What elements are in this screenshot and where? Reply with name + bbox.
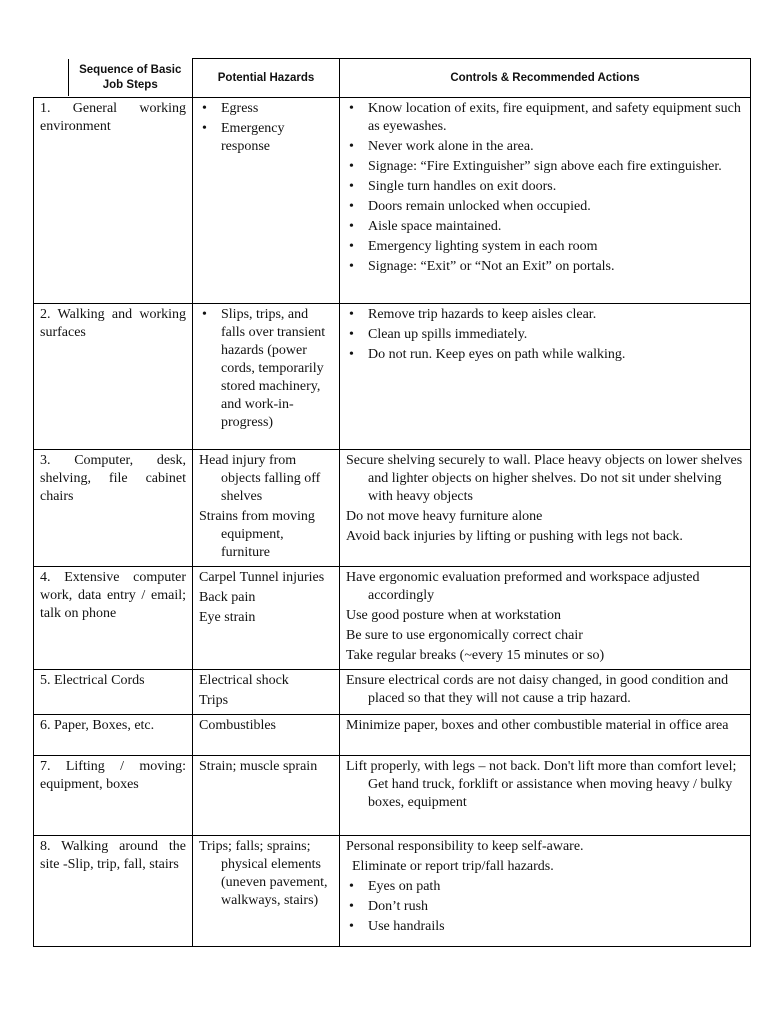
table-row <box>34 756 751 836</box>
control-item: • Emergency lighting system in each room <box>346 238 744 256</box>
control-item: • Clean up spills immediately. <box>346 326 744 344</box>
step-cell: 7. Lifting / moving: equipment, boxes <box>34 756 193 836</box>
table-row <box>34 567 751 670</box>
header-step: Sequence of Basic Job Steps <box>79 63 182 91</box>
control-item: • Use handrails <box>346 918 744 936</box>
hazard-item: Strain; muscle sprain <box>199 759 318 774</box>
control-item: • Remove trip hazards to keep aisles clear. <box>346 306 744 324</box>
control-item: Secure shelving securely to wall. Place heavy objects on lower shelves and lighter objects on higher shelves. Do not sit under shelving with heavy objects <box>346 453 743 504</box>
hazard-item: Electrical shock <box>199 673 289 688</box>
control-item: Lift properly, with legs – not back. Don't lift more than comfort level; Get hand truck, forklift or assistance when moving heavy / bulky boxes, equipment <box>346 759 737 810</box>
control-item: Eliminate or report trip/fall hazards. <box>352 859 554 874</box>
hazard-item: Eye strain <box>199 610 256 625</box>
control-cell <box>340 756 751 836</box>
control-item: • Don’t rush <box>346 898 744 916</box>
control-item: • Never work alone in the area. <box>346 138 744 156</box>
hazard-item: • Emergency response <box>199 120 333 156</box>
step-cell: 8. Walking around the site -Slip, trip, fall, stairs <box>34 836 193 947</box>
hazard-item: Carpel Tunnel injuries <box>199 570 325 585</box>
control-item: Do not move heavy furniture alone <box>346 509 543 524</box>
control-item: Ensure electrical cords are not daisy changed, in good condition and placed so that they will not cause a trip hazard. <box>346 673 729 706</box>
step-cell: 3. Computer, desk, shelving, file cabinet chairs <box>34 450 193 567</box>
control-item: • Signage: “Fire Extinguisher” sign above each fire extinguisher. <box>346 158 744 176</box>
hazard-cell <box>193 450 340 567</box>
control-item: • Doors remain unlocked when occupied. <box>346 198 744 216</box>
hazard-cell <box>193 756 340 836</box>
table-row <box>34 304 751 450</box>
step-cell: 5. Electrical Cords <box>34 670 193 715</box>
control-item: Avoid back injuries by lifting or pushing with legs not back. <box>346 529 683 544</box>
control-cell <box>340 450 751 567</box>
control-item: • Do not run. Keep eyes on path while walking. <box>346 346 744 364</box>
header-controls: Controls & Recommended Actions <box>340 59 751 98</box>
step-cell: 4. Extensive computer work, data entry / email; talk on phone <box>34 567 193 670</box>
control-item: • Signage: “Exit” or “Not an Exit” on portals. <box>346 258 744 276</box>
control-item: Use good posture when at workstation <box>346 608 562 623</box>
control-cell <box>340 670 751 715</box>
control-cell <box>340 715 751 756</box>
control-item: • Aisle space maintained. <box>346 218 744 236</box>
step-cell: 6. Paper, Boxes, etc. <box>34 715 193 756</box>
table-row <box>34 715 751 756</box>
hazard-cell <box>193 567 340 670</box>
job-hazard-table <box>33 58 751 947</box>
hazard-item: Strains from moving equipment, furniture <box>199 509 315 560</box>
table-row <box>34 670 751 715</box>
control-cell <box>340 304 751 450</box>
table-row <box>34 98 751 304</box>
step-cell: 2. Walking and working surfaces <box>34 304 193 450</box>
hazard-cell <box>193 670 340 715</box>
hazard-item: Trips; falls; sprains; physical elements (uneven pavement, walkways, stairs) <box>199 839 328 908</box>
control-item: • Eyes on path <box>346 878 744 896</box>
table-row <box>34 836 751 947</box>
hazard-cell <box>193 98 340 304</box>
control-cell <box>340 567 751 670</box>
step-cell: 1. General working environment <box>34 98 193 304</box>
control-item: Minimize paper, boxes and other combustible material in office area <box>346 718 729 733</box>
control-item: Have ergonomic evaluation preformed and workspace adjusted accordingly <box>346 570 700 603</box>
hazard-item: • Slips, trips, and falls over transient hazards (power cords, temporarily stored machinery, and work-in-progress) <box>199 306 333 432</box>
control-item: Take regular breaks (~every 15 minutes or so) <box>346 648 605 663</box>
control-cell <box>340 836 751 947</box>
control-cell <box>340 98 751 304</box>
hazard-item: • Egress <box>199 100 333 118</box>
hazard-item: Trips <box>199 693 229 708</box>
hazard-item: Combustibles <box>199 718 277 733</box>
header-row <box>34 59 751 98</box>
hazard-cell <box>193 836 340 947</box>
control-item: Personal responsibility to keep self-aware. <box>346 839 584 854</box>
hazard-cell <box>193 715 340 756</box>
header-hazards: Potential Hazards <box>193 59 340 98</box>
hazard-item: Back pain <box>199 590 256 605</box>
hazard-item: Head injury from objects falling off shelves <box>199 453 321 504</box>
control-item: • Single turn handles on exit doors. <box>346 178 744 196</box>
control-item: • Know location of exits, fire equipment, and safety equipment such as eyewashes. <box>346 100 744 136</box>
control-item: Be sure to use ergonomically correct chair <box>346 628 583 643</box>
table-row <box>34 450 751 567</box>
hazard-cell <box>193 304 340 450</box>
header-step-cell <box>34 59 193 98</box>
